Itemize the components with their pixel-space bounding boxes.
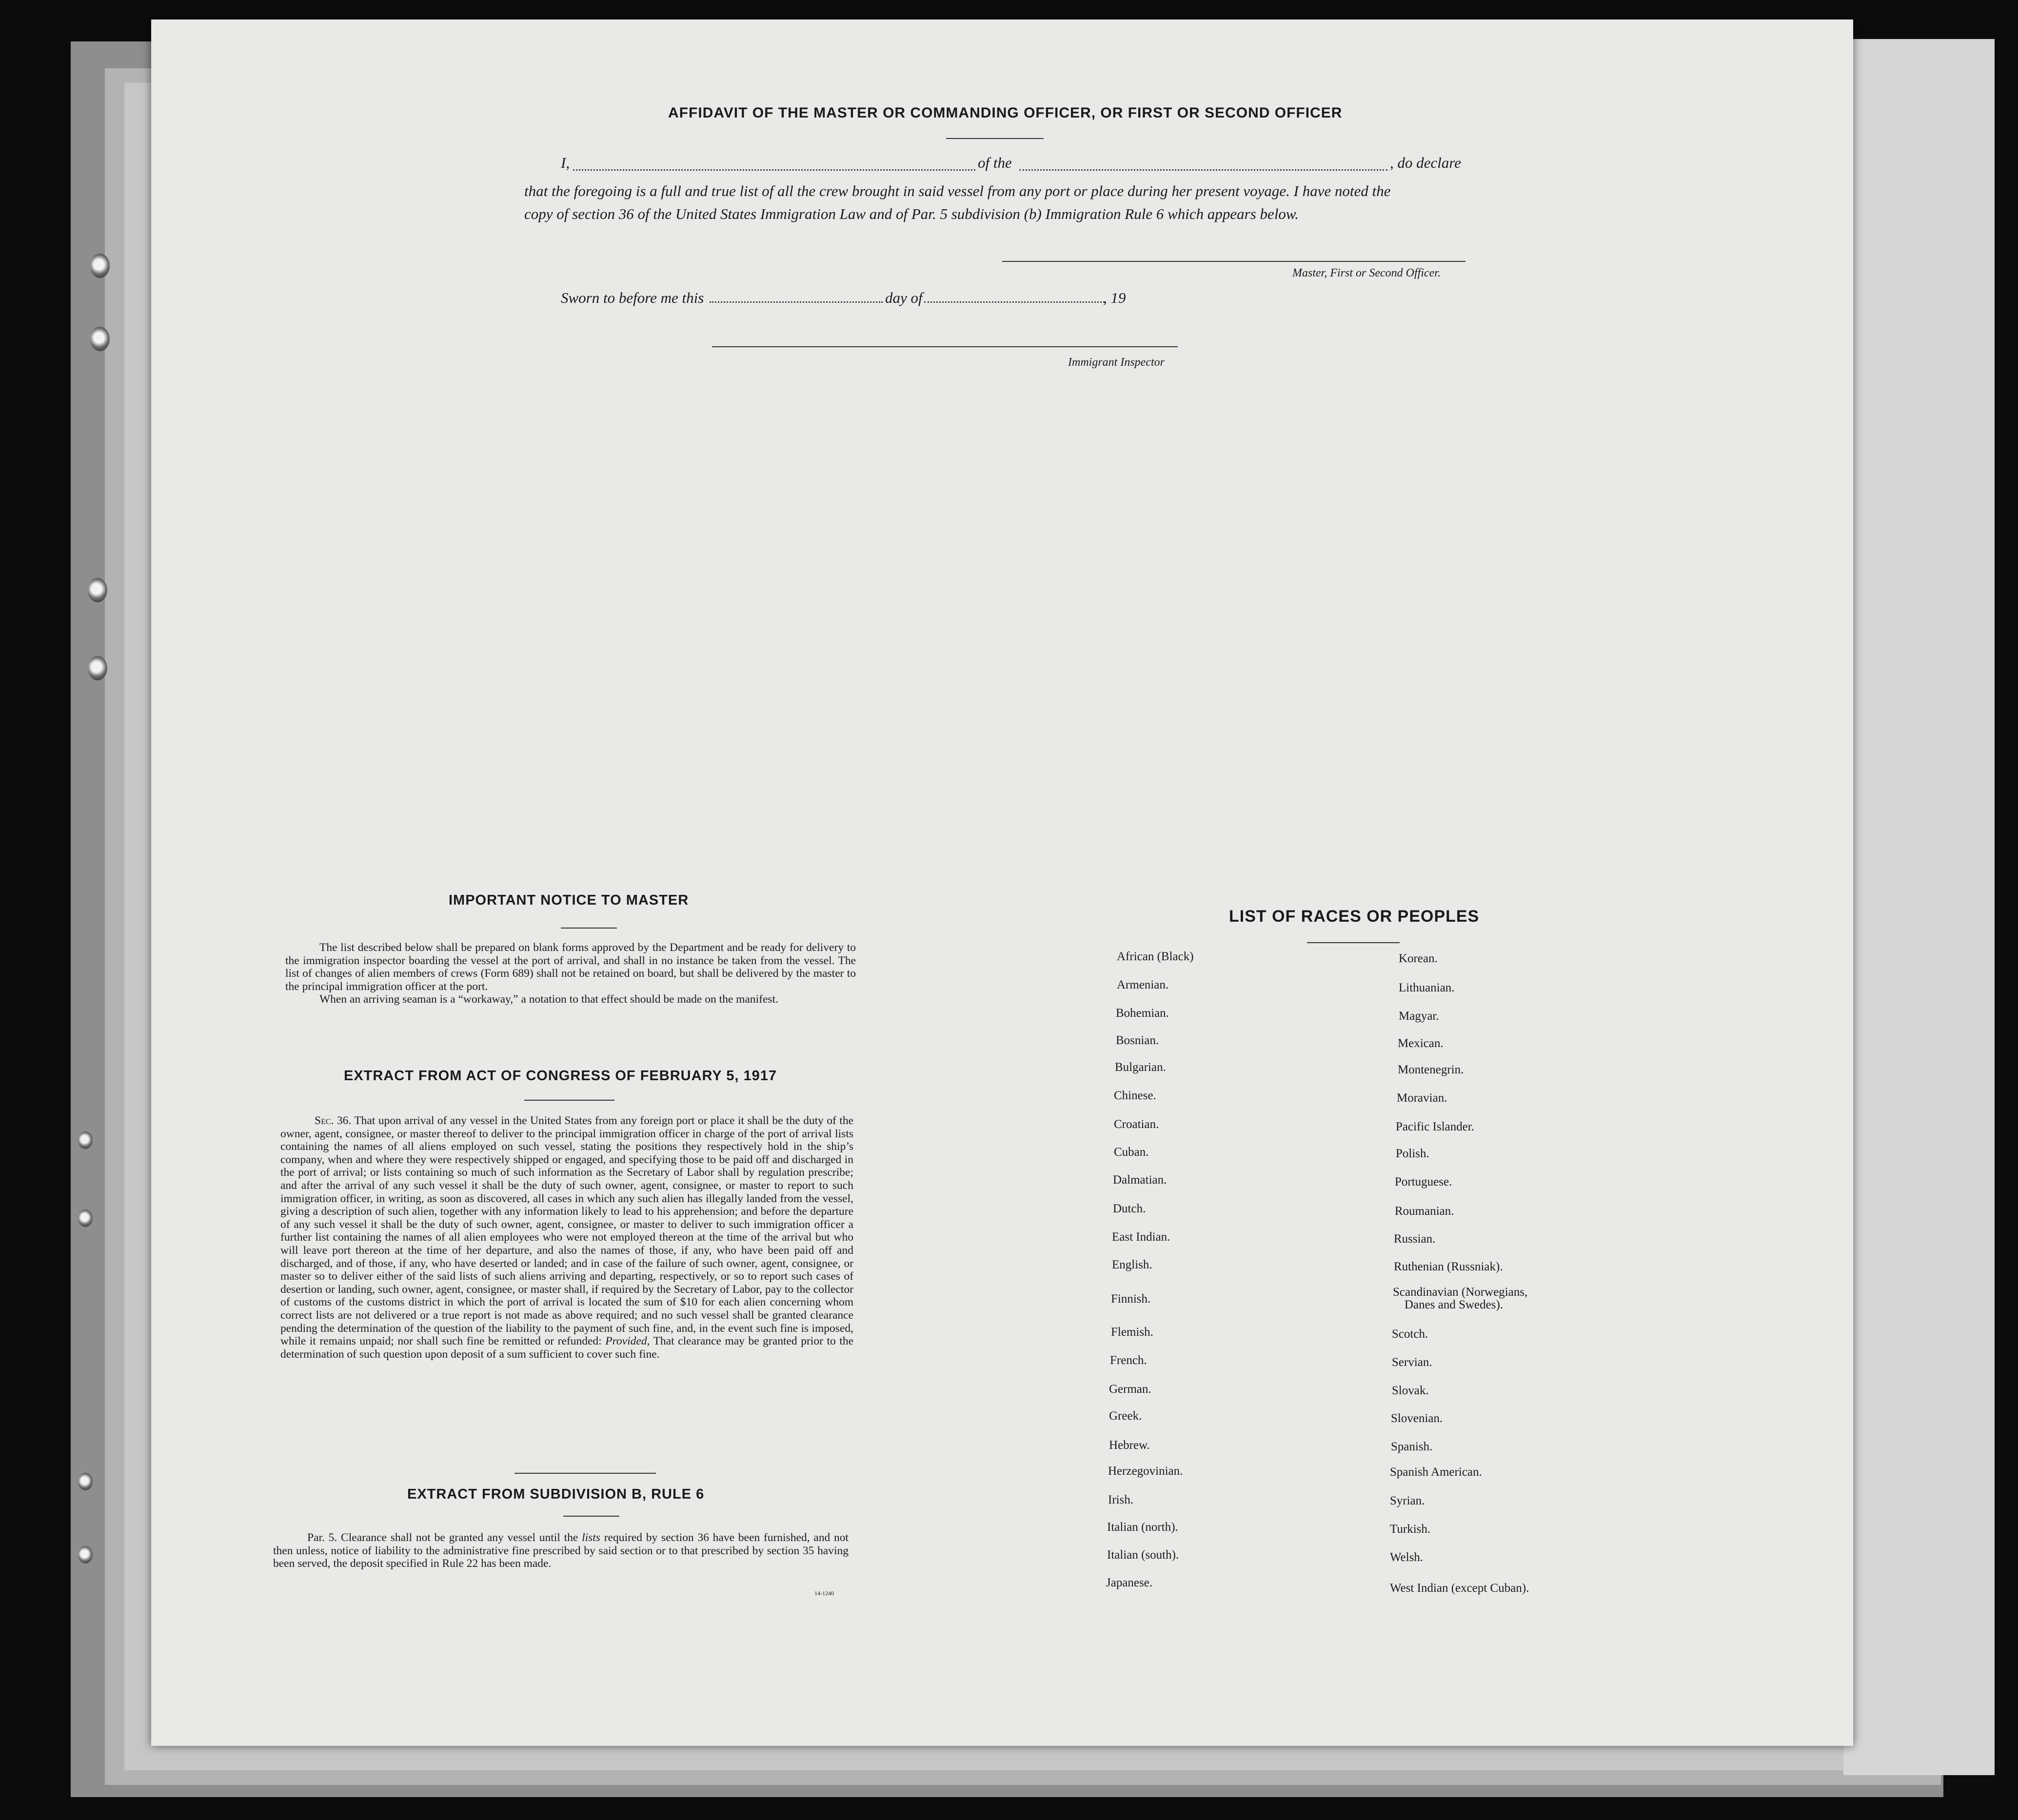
race-item: Roumanian. xyxy=(1395,1205,1454,1218)
master-signature-label: Master, First or Second Officer. xyxy=(1292,267,1441,279)
master-signature-line xyxy=(1002,261,1465,262)
race-item: Danes and Swedes). xyxy=(1405,1298,1504,1311)
race-item: Armenian. xyxy=(1117,978,1169,991)
race-item: Ruthenian (Russniak). xyxy=(1394,1260,1503,1273)
race-item: African (Black) xyxy=(1117,950,1194,963)
race-item: Bosnian. xyxy=(1116,1034,1159,1047)
affidavit-title: AFFIDAVIT OF THE MASTER OR COMMANDING OFFICER, OR FIRST OR SECOND OFFICER xyxy=(668,105,1343,121)
inspector-label: Immigrant Inspector xyxy=(1068,356,1165,369)
name-blank xyxy=(573,169,975,171)
affidavit-line-3: copy of section 36 of the United States Immigration Law and of Par. 5 subdivision (b) Immigration Rule 6 which appears below. xyxy=(524,205,1299,222)
race-item: Finnish. xyxy=(1111,1292,1151,1306)
rule6-lists: lists xyxy=(582,1531,600,1544)
notice-paragraph-2: When an arriving seaman is a “workaway,” a notation to that effect should be made on the manifest. xyxy=(319,993,778,1006)
race-item: Moravian. xyxy=(1397,1091,1447,1105)
race-item: Scandinavian (Norwegians, xyxy=(1393,1286,1528,1299)
act-body xyxy=(280,1114,853,1361)
race-item: Italian (south). xyxy=(1107,1548,1179,1562)
sworn-prefix: Sworn to before me this xyxy=(561,289,704,306)
race-item: Welsh. xyxy=(1390,1551,1424,1564)
race-item: Chinese. xyxy=(1114,1089,1156,1102)
title-underline xyxy=(946,138,1044,139)
rule6-body xyxy=(273,1531,849,1570)
notice-title: IMPORTANT NOTICE TO MASTER xyxy=(449,892,689,908)
sworn-day-blank xyxy=(710,301,883,303)
rule6-top-line xyxy=(514,1473,656,1474)
rule6-text-a: Par. 5. Clearance shall not be granted any vessel until the xyxy=(307,1531,578,1544)
act-text-b: That clearance may be granted prior to the determination of such question upon deposit of a sum sufficient to cover such fine. xyxy=(280,1335,853,1361)
race-item: Russian. xyxy=(1394,1232,1436,1246)
race-item: Japanese. xyxy=(1106,1576,1153,1589)
race-item: Bulgarian. xyxy=(1115,1061,1166,1074)
rule6-paragraph xyxy=(273,1531,849,1570)
affidavit-line-2: that the foregoing is a full and true list of all the crew brought in said vessel from any port or place during her present voyage. I have noted the xyxy=(524,182,1391,199)
act-title: EXTRACT FROM ACT OF CONGRESS OF FEBRUARY 5, 1917 xyxy=(344,1068,777,1084)
form-code: 14-1240 xyxy=(814,1590,834,1597)
act-text-a: That upon arrival of any vessel in the United States from any foreign port or place it shall be the duty of the owner, agent, consignee, or master thereof to deliver to the principal immigration officer in charge of the port of arrival lists containing the names of all aliens employed on such vessel, stating the positions they respectively hold in the ship’s company, when and where they were respectively shipped or engaged, and specifying those to be paid off and discharged in the port of arrival; or lists containing so much of such information as the Secretary of Labor shall by regulation prescribe; and after the arrival of any such vessel it shall be the duty of such owner, agent, consignee, or master to report to such immigration officer, in writing, as soon as discovered, all cases in which any such alien has illegally landed from the vessel, giving a description of such alien, together with any information likely to lead to his apprehension; and before the departure of any such vessel it shall be the duty of such owner, agent, consignee, or master to deliver to such immigration officer a further list containing the names of all alien employees who were not employed thereon at the time of the arrival but who will leave port thereon at the time of her departure, and also the names of those, if any, who have been paid off and discharged, and of those, if any, who have deserted or landed; and in case of the failure of such owner, agent, consignee, or master so to deliver either of the said lists of such aliens arriving and departing, respectively, or so to report such cases of desertion or landing, such owner, agent, consignee, or master shall, if required by the Secretary of Labor, pay to the collector of customs of the customs district in which the port of arrival is located the sum of $10 for each alien concerning whom correct lists are not delivered or a true report is not made as above required; and no such vessel shall be granted clearance pending the determination of the question of the liability to the payment of such fine, and, in the event such fine is imposed, while it remains unpaid; nor shall such fine be remitted or refunded: xyxy=(280,1114,854,1348)
race-item: Slovak. xyxy=(1392,1384,1429,1397)
race-item: Dalmatian. xyxy=(1113,1173,1167,1187)
race-item: Scotch. xyxy=(1392,1327,1428,1341)
affidavit-declare: , do declare xyxy=(1390,154,1462,171)
sworn-year: , 19 xyxy=(1103,289,1126,306)
sworn-day: day of xyxy=(885,289,923,306)
race-item: Croatian. xyxy=(1114,1118,1159,1131)
affidavit-i: I, xyxy=(561,154,570,171)
races-underline xyxy=(1307,942,1400,943)
race-item: Herzegovinian. xyxy=(1108,1464,1183,1478)
race-item: Korean. xyxy=(1399,952,1438,965)
notice-paragraph-1: The list described below shall be prepared on blank forms approved by the Department and be ready for delivery to the immigration inspector boarding the vessel at the port of arrival, and shall in no instance be taken from the vessel. The list of changes of alien members of crews (Form 689) shall not be retained on board, but shall be delivered by the master to the principal immigration officer at the port. xyxy=(285,941,856,993)
rule6-title: EXTRACT FROM SUBDIVISION B, RULE 6 xyxy=(407,1486,705,1502)
race-item: Irish. xyxy=(1108,1493,1134,1506)
race-item: Pacific Islander. xyxy=(1396,1120,1475,1133)
race-item: Syrian. xyxy=(1390,1494,1425,1507)
race-item: Lithuanian. xyxy=(1399,981,1455,994)
race-item: East Indian. xyxy=(1112,1230,1170,1244)
race-item: German. xyxy=(1109,1383,1151,1396)
race-item: West Indian (except Cuban). xyxy=(1390,1582,1529,1595)
race-item: Cuban. xyxy=(1114,1146,1149,1159)
race-item: Flemish. xyxy=(1111,1325,1153,1339)
notice-underline xyxy=(561,928,617,929)
races-title: LIST OF RACES OR PEOPLES xyxy=(1229,907,1480,926)
sworn-month-blank xyxy=(924,301,1105,303)
race-item: Montenegrin. xyxy=(1398,1063,1464,1076)
race-item: Mexican. xyxy=(1398,1037,1444,1050)
notice-body xyxy=(285,941,856,1006)
inspector-signature-line xyxy=(712,346,1178,347)
act-paragraph xyxy=(280,1114,853,1361)
act-underline xyxy=(524,1100,614,1101)
race-item: Italian (north). xyxy=(1107,1521,1178,1534)
race-item: Greek. xyxy=(1109,1409,1142,1423)
affidavit-of-the: of the xyxy=(978,154,1012,171)
act-provided: Provided, xyxy=(605,1335,650,1348)
race-item: Slovenian. xyxy=(1391,1412,1443,1425)
race-item: Portuguese. xyxy=(1395,1175,1452,1188)
act-sec-label: Sec. 36. xyxy=(315,1114,352,1127)
race-item: Bohemian. xyxy=(1116,1007,1169,1020)
race-item: Magyar. xyxy=(1399,1009,1439,1023)
race-item: French. xyxy=(1110,1354,1147,1367)
rule6-text-b: required by section 36 have been furnished, and not then unless, notice of liability to the administrative fine prescribed by said section or to that prescribed by section 35 having been served, the deposit specified in Rule 22 has been made. xyxy=(273,1531,849,1570)
race-item: Servian. xyxy=(1392,1356,1432,1369)
race-item: Turkish. xyxy=(1390,1523,1431,1536)
race-item: Dutch. xyxy=(1113,1202,1146,1215)
race-item: Hebrew. xyxy=(1109,1439,1150,1452)
race-item: Polish. xyxy=(1396,1147,1429,1160)
race-item: English. xyxy=(1112,1258,1152,1271)
race-item: Spanish American. xyxy=(1390,1465,1482,1479)
race-item: Spanish. xyxy=(1391,1440,1433,1453)
vessel-blank xyxy=(1019,169,1387,171)
rule6-underline xyxy=(563,1516,619,1517)
